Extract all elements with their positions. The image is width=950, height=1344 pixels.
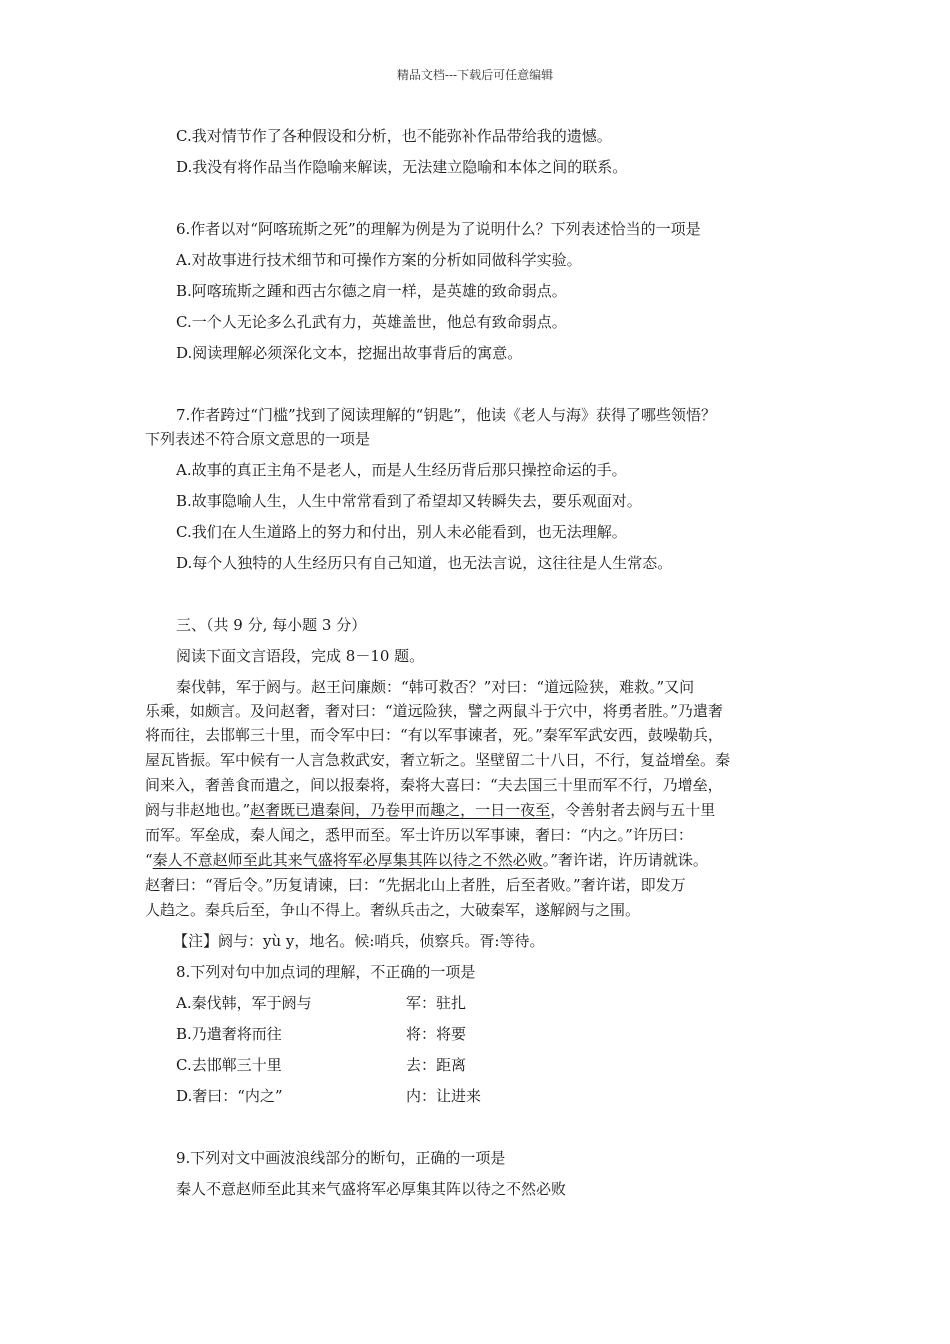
q6-option-a: A.对故事进行技术细节和可操作方案的分析如同做科学实验。 — [176, 251, 582, 269]
passage-line-7: 而军。军垒成，秦人闻之，悉甲而至。军士许历以军事谏，奢曰：“内之。”许历曰： — [145, 826, 693, 844]
passage-line-6-start: 阏与非赵地也。” — [145, 801, 251, 819]
q8-option-c-sentence: C.去邯郸三十里 — [176, 1056, 282, 1074]
section3-instruction: 阅读下面文言语段，完成 8－10 题。 — [176, 647, 425, 665]
q8-option-c — [176, 1055, 466, 1075]
passage-line-8-start: “ — [145, 851, 153, 869]
wavy-underlined-sentence-1: 赵奢既已遣秦间，乃卷甲而趣之，一日一夜至 — [250, 801, 551, 819]
q6-option-b: B.阿喀琉斯之踵和西古尔德之肩一样，是英雄的致命弱点。 — [176, 282, 567, 300]
q8-option-b — [176, 1024, 466, 1044]
passage-line-6-end: ，令善射者去阏与五十里 — [550, 801, 716, 819]
q6-option-d: D.阅读理解必须深化文本，挖掘出故事背后的寓意。 — [176, 344, 523, 362]
passage-line-3: 将而往，去邯郸三十里，而令军中曰：“有以军事谏者，死。”秦军军武安西，鼓噪勒兵， — [145, 726, 723, 744]
q8-option-a — [176, 993, 466, 1013]
passage-line-10: 人趋之。秦兵后至，争山不得上。奢纵兵击之，大破秦军，遂解阏与之围。 — [145, 901, 641, 919]
q6-option-c: C.一个人无论多么孔武有力，英雄盖世，他总有致命弱点。 — [176, 313, 567, 331]
q8-option-c-meaning: 去：距离 — [406, 1056, 467, 1074]
q5-option-c: C.我对情节作了各种假设和分析，也不能弥补作品带给我的遗憾。 — [176, 127, 612, 145]
passage-line-2: 乐乘，如颇言。及问赵奢，奢对曰：“道远险狭，譬之两鼠斗于穴中，将勇者胜。”乃遣奢 — [145, 702, 723, 720]
q7-option-c: C.我们在人生道路上的努力和付出，别人未必能看到，也无法理解。 — [176, 523, 627, 541]
passage-line-4: 屋瓦皆振。军中候有一人言急救武安，奢立斩之。坚壁留二十八日，不行，复益增垒。秦 — [145, 751, 731, 769]
passage-line-1: 秦伐韩，军于阏与。赵王问廉颇：“韩可救否？”对曰：“道远险狭，难救。”又问 — [176, 678, 695, 696]
q7-option-d: D.每个人独特的人生经历只有自己知道，也无法言说，这往往是人生常态。 — [176, 554, 673, 572]
section3-title: 三、（共 9 分, 每小题 3 分） — [176, 616, 367, 634]
passage-line-8-end: 。”奢许诺，许历请就诛。 — [542, 851, 708, 869]
passage-line-9: 赵奢曰：“胥后令。”历复请谏，曰：“先据北山上者胜，后至者败。”奢许诺，即发万 — [145, 876, 686, 894]
q8-option-d — [176, 1086, 481, 1106]
passage-line-6 — [145, 800, 715, 820]
q8-option-a-sentence: A.秦伐韩，军于阏与 — [176, 994, 312, 1012]
page-header: 精品文档---下载后可任意编辑 — [396, 68, 554, 82]
q8-stem: 8.下列对句中加点词的理解，不正确的一项是 — [176, 963, 476, 981]
passage-line-8 — [145, 850, 708, 870]
q8-option-b-meaning: 将：将要 — [406, 1025, 467, 1043]
q7-stem-line1: 7.作者跨过“门槛”找到了阅读理解的“钥匙”，他读《老人与海》获得了哪些领悟？ — [176, 406, 716, 424]
q7-stem-line2: 下列表述不符合原文意思的一项是 — [145, 430, 371, 448]
q8-option-a-meaning: 军：驻扎 — [406, 994, 467, 1012]
wavy-underlined-sentence-2: 秦人不意赵师至此其来气盛将军必厚集其阵以待之不然必败 — [152, 851, 543, 869]
q5-option-d: D.我没有将作品当作隐喻来解读，无法建立隐喻和本体之间的联系。 — [176, 158, 628, 176]
q9-sentence: 秦人不意赵师至此其来气盛将军必厚集其阵以待之不然必败 — [176, 1180, 567, 1198]
passage-line-5: 间来入，奢善食而遣之，间以报秦将，秦将大喜曰：“夫去国三十里而军不行，乃增垒， — [145, 776, 723, 794]
q6-stem: 6.作者以对“阿喀琉斯之死”的理解为例是为了说明什么？下列表述恰当的一项是 — [176, 220, 701, 238]
q8-option-d-meaning: 内：让进来 — [406, 1087, 482, 1105]
q8-option-b-sentence: B.乃遣奢将而往 — [176, 1025, 282, 1043]
q9-stem: 9.下列对文中画波浪线部分的断句，正确的一项是 — [176, 1149, 506, 1167]
q7-option-b: B.故事隐喻人生，人生中常常看到了希望却又转瞬失去，要乐观面对。 — [176, 492, 642, 510]
q8-option-d-sentence: D.奢曰：“内之” — [176, 1087, 283, 1105]
passage-note: 【注】阏与：yù y，地名。候:哨兵，侦察兵。胥:等待。 — [173, 932, 545, 950]
q7-option-a: A.故事的真正主角不是老人，而是人生经历背后那只操控命运的手。 — [176, 461, 627, 479]
